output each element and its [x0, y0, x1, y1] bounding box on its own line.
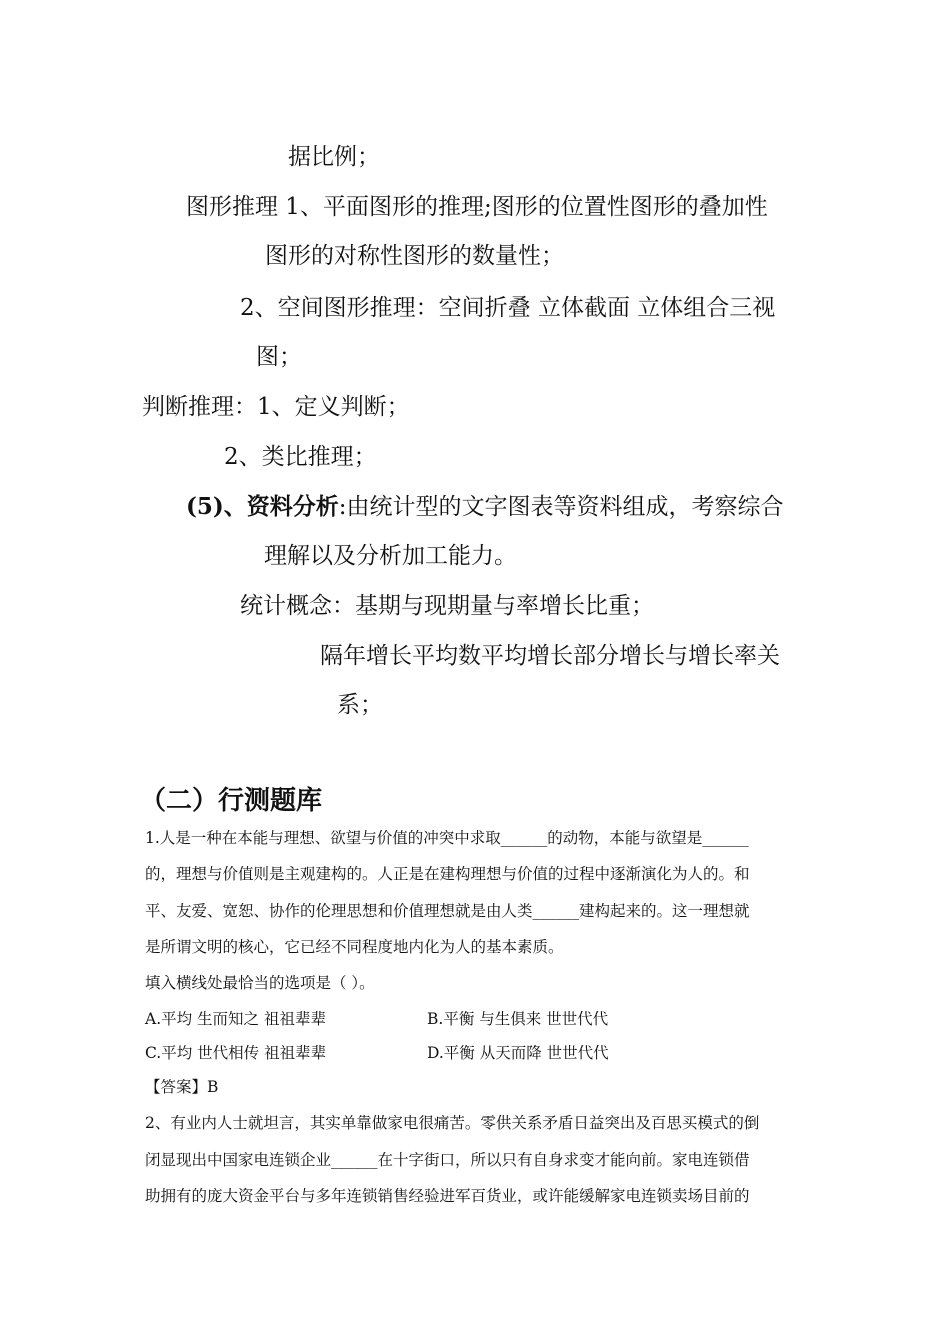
outline-line: 系；: [337, 692, 383, 718]
question-text: 2、有业内人士就坦言，其实单靠做家电很痛苦。零供关系矛盾日益突出及百思买模式的倒: [145, 1114, 760, 1132]
outline-line: 图形推理 1、平面图形的推理;图形的位置性图形的叠加性: [186, 194, 768, 220]
option-b: B.平衡 与生俱来 世世代代: [427, 1010, 609, 1028]
outline-line: 隔年增长平均数平均增长部分增长与增长率关: [320, 643, 780, 669]
question-text: 的，理想与价值则是主观建构的。人正是在建构理想与价值的过程中逐渐演化为人的。和: [145, 865, 750, 883]
outline-line: 2、类比推理；: [224, 444, 377, 470]
outline-line: 2、空间图形推理：空间折叠 立体截面 立体组合三视: [240, 295, 776, 321]
outline-line: 图形的对称性图形的数量性；: [265, 243, 564, 269]
outline-line: [186, 488, 784, 521]
outline-line: 判断推理：1、定义判断；: [142, 394, 410, 420]
question-text: 是所谓文明的核心，它已经不同程度地内化为人的基本素质。: [145, 938, 564, 956]
data-analysis-heading: (5)、资料分析: [186, 493, 339, 520]
question-text: 助拥有的庞大资金平台与多年连锁销售经验进军百货业，或许能缓解家电连锁卖场目前的: [145, 1187, 750, 1205]
outline-line: 理解以及分析加工能力。: [264, 543, 517, 569]
section-title: （二）行测题库: [140, 786, 323, 816]
outline-line: 图；: [256, 344, 302, 370]
outline-line: 据比例；: [288, 144, 380, 170]
outline-line: 统计概念：基期与现期量与率增长比重；: [240, 593, 654, 619]
option-a: A.平均 生而知之 祖祖辈辈: [145, 1010, 326, 1028]
option-d: D.平衡 从天而降 世世代代: [427, 1044, 609, 1062]
option-c: C.平均 世代相传 祖祖辈辈: [145, 1044, 327, 1062]
question-text: 1.人是一种在本能与理想、欲望与价值的冲突中求取______的动物，本能与欲望是______: [145, 829, 749, 847]
data-analysis-text: :由统计型的文字图表等资料组成，考察综合: [338, 494, 784, 520]
question-text: 平、友爱、宽恕、协作的伦理思想和价值理想就是由人类______建构起来的。这一理想就: [145, 902, 750, 920]
question-prompt: 填入横线处最恰当的选项是（ ）。: [145, 974, 375, 992]
answer: 【答案】B: [145, 1078, 219, 1096]
question-text: 闭显现出中国家电连锁企业______在十字街口，所以只有自身求变才能向前。家电连锁借: [145, 1151, 750, 1169]
